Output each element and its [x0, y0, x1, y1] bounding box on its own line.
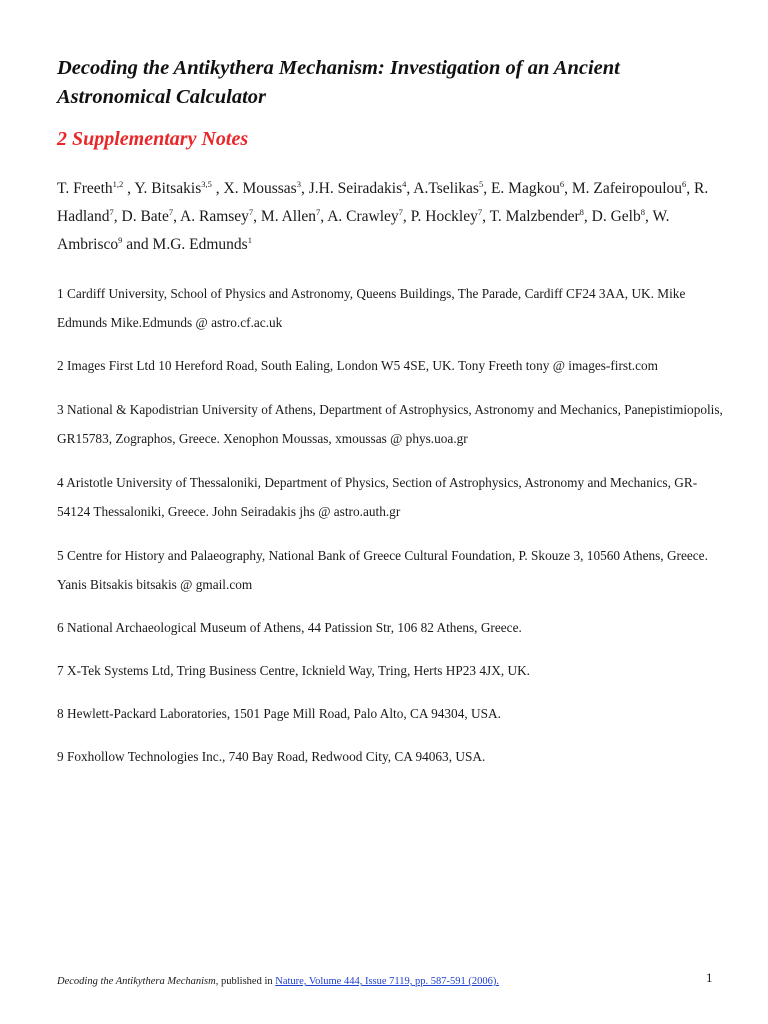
page-number: 1: [706, 970, 713, 985]
affiliation-number: 1: [57, 286, 64, 301]
affiliation-text: National Archaeological Museum of Athens, 44 Patission Str, 106 82 Athens, Greece.: [66, 620, 522, 635]
affiliation-entry: [57, 699, 727, 728]
affiliation-text: Images First Ltd 10 Hereford Road, South Ealing, London W5 4SE, UK. Tony Freeth tony @ images-first.com: [66, 358, 658, 373]
footer-citation-link[interactable]: Nature, Volume 444, Issue 7119, pp. 587-591 (2006).: [275, 976, 500, 987]
author-affiliation-marker: 1: [247, 234, 252, 245]
author-affiliation-marker: 6: [682, 178, 687, 189]
author-separator: ,: [211, 180, 224, 197]
affiliation-number: 4: [57, 475, 64, 490]
footer-paper-name: Decoding the Antikythera Mechanism,: [57, 976, 219, 987]
author-affiliation-marker: 5: [478, 178, 484, 189]
author-separator: ,: [583, 208, 592, 225]
author-separator: ,: [300, 180, 309, 197]
author-name: M. Allen: [260, 208, 317, 225]
author-affiliation-marker: 7: [316, 206, 321, 217]
affiliation-number: 8: [57, 706, 64, 721]
author-separator: ,: [402, 208, 411, 225]
author-name: J.H. Seiradakis: [308, 180, 403, 197]
author-affiliation-marker: 7: [168, 206, 174, 217]
affiliation-text: Hewlett-Packard Laboratories, 1501 Page Mill Road, Palo Alto, CA 94304, USA.: [66, 706, 501, 721]
section-heading: 2 Supplementary Notes: [57, 128, 249, 150]
author-separator: ,: [113, 208, 122, 225]
affiliation-entry: [57, 351, 727, 380]
author-name: M. Zafeiropoulou: [571, 180, 683, 197]
author-separator: ,: [644, 208, 653, 225]
page-footer: [57, 976, 499, 987]
affiliation-entry: [57, 468, 727, 526]
affiliation-entry: [57, 395, 727, 453]
author-list: [57, 175, 727, 259]
author-affiliation-marker: 7: [477, 206, 483, 217]
affiliation-number: 7: [57, 663, 64, 678]
affiliation-entry: [57, 656, 727, 685]
author-name: A. Crawley: [327, 208, 399, 225]
affiliation-entry: [57, 742, 727, 771]
affiliation-number: 5: [57, 548, 64, 563]
affiliation-number: 2: [57, 358, 64, 373]
author-separator: and: [122, 236, 153, 253]
author-affiliation-marker: 8: [640, 206, 645, 217]
affiliation-list: [57, 279, 727, 771]
author-name: A.Tselikas: [413, 180, 479, 197]
author-name: E. Magkou: [490, 180, 560, 197]
affiliation-entry: [57, 613, 727, 642]
affiliation-text: X-Tek Systems Ltd, Tring Business Centre, Icknield Way, Tring, Herts HP23 4JX, UK.: [66, 663, 531, 678]
paper-title: Decoding the Antikythera Mechanism: Investigation of an Ancient Astronomical Calculator: [57, 57, 620, 108]
author-name: X. Moussas: [223, 180, 297, 197]
author-name: T. Freeth: [57, 180, 113, 197]
author-name: T. Malzbender: [489, 208, 580, 225]
footer-published-in: published in: [218, 976, 276, 987]
affiliation-text: Cardiff University, School of Physics and Astronomy, Queens Buildings, The Parade, Cardiff CF24 3AA, UK. Mike Edmunds Mike.Edmunds @ astro.cf.ac.uk: [57, 286, 686, 330]
author-separator: ,: [483, 180, 491, 197]
author-affiliation-marker: 7: [109, 206, 114, 217]
author-affiliation-marker: 8: [579, 206, 584, 217]
author-name: D. Gelb: [591, 208, 641, 225]
author-affiliation-marker: 7: [248, 206, 254, 217]
author-affiliation-marker: 4: [402, 178, 407, 189]
author-separator: ,: [320, 208, 328, 225]
author-separator: ,: [482, 208, 490, 225]
author-separator: ,: [253, 208, 261, 225]
affiliation-text: Centre for History and Palaeography, National Bank of Greece Cultural Foundation, P. Skouze 3, 10560 Athens, Greece. Yanis Bitsakis bitsakis @ gmail.com: [57, 548, 708, 592]
author-affiliation-marker: 1,2: [112, 178, 124, 189]
author-affiliation-marker: 6: [559, 178, 565, 189]
affiliation-text: Foxhollow Technologies Inc., 740 Bay Road, Redwood City, CA 94063, USA.: [66, 749, 486, 764]
affiliation-number: 6: [57, 620, 64, 635]
author-name: P. Hockley: [410, 208, 478, 225]
author-name: W. Ambrisco: [57, 208, 670, 253]
affiliation-number: 9: [57, 749, 64, 764]
author-affiliation-marker: 9: [118, 234, 123, 245]
author-name: A. Ramsey: [180, 208, 249, 225]
author-name: M.G. Edmunds: [152, 236, 248, 253]
author-separator: ,: [406, 180, 414, 197]
affiliation-text: Aristotle University of Thessaloniki, Department of Physics, Section of Astrophysics, Astronomy and Mechanics, GR-54124 Thessaloniki, Greece. John Seiradakis jhs @ astro.auth.gr: [57, 475, 698, 519]
author-name: Y. Bitsakis: [134, 180, 202, 197]
affiliation-entry: [57, 279, 727, 337]
affiliation-entry: [57, 541, 727, 599]
author-separator: ,: [564, 180, 572, 197]
affiliation-number: 3: [57, 402, 64, 417]
author-affiliation-marker: 7: [398, 206, 403, 217]
author-separator: ,: [123, 180, 135, 197]
author-affiliation-marker: 3: [296, 178, 301, 189]
author-separator: ,: [686, 180, 695, 197]
author-name: D. Bate: [121, 208, 169, 225]
author-separator: ,: [173, 208, 181, 225]
author-affiliation-marker: 3,5: [201, 178, 212, 189]
affiliation-text: National & Kapodistrian University of Athens, Department of Astrophysics, Astronomy and Mechanics, Panepistimiopolis, GR15783, Zographos, Greece. Xenophon Moussas, xmoussas @ phys.uoa.gr: [57, 402, 723, 446]
author-name: R. Hadland: [57, 180, 709, 225]
